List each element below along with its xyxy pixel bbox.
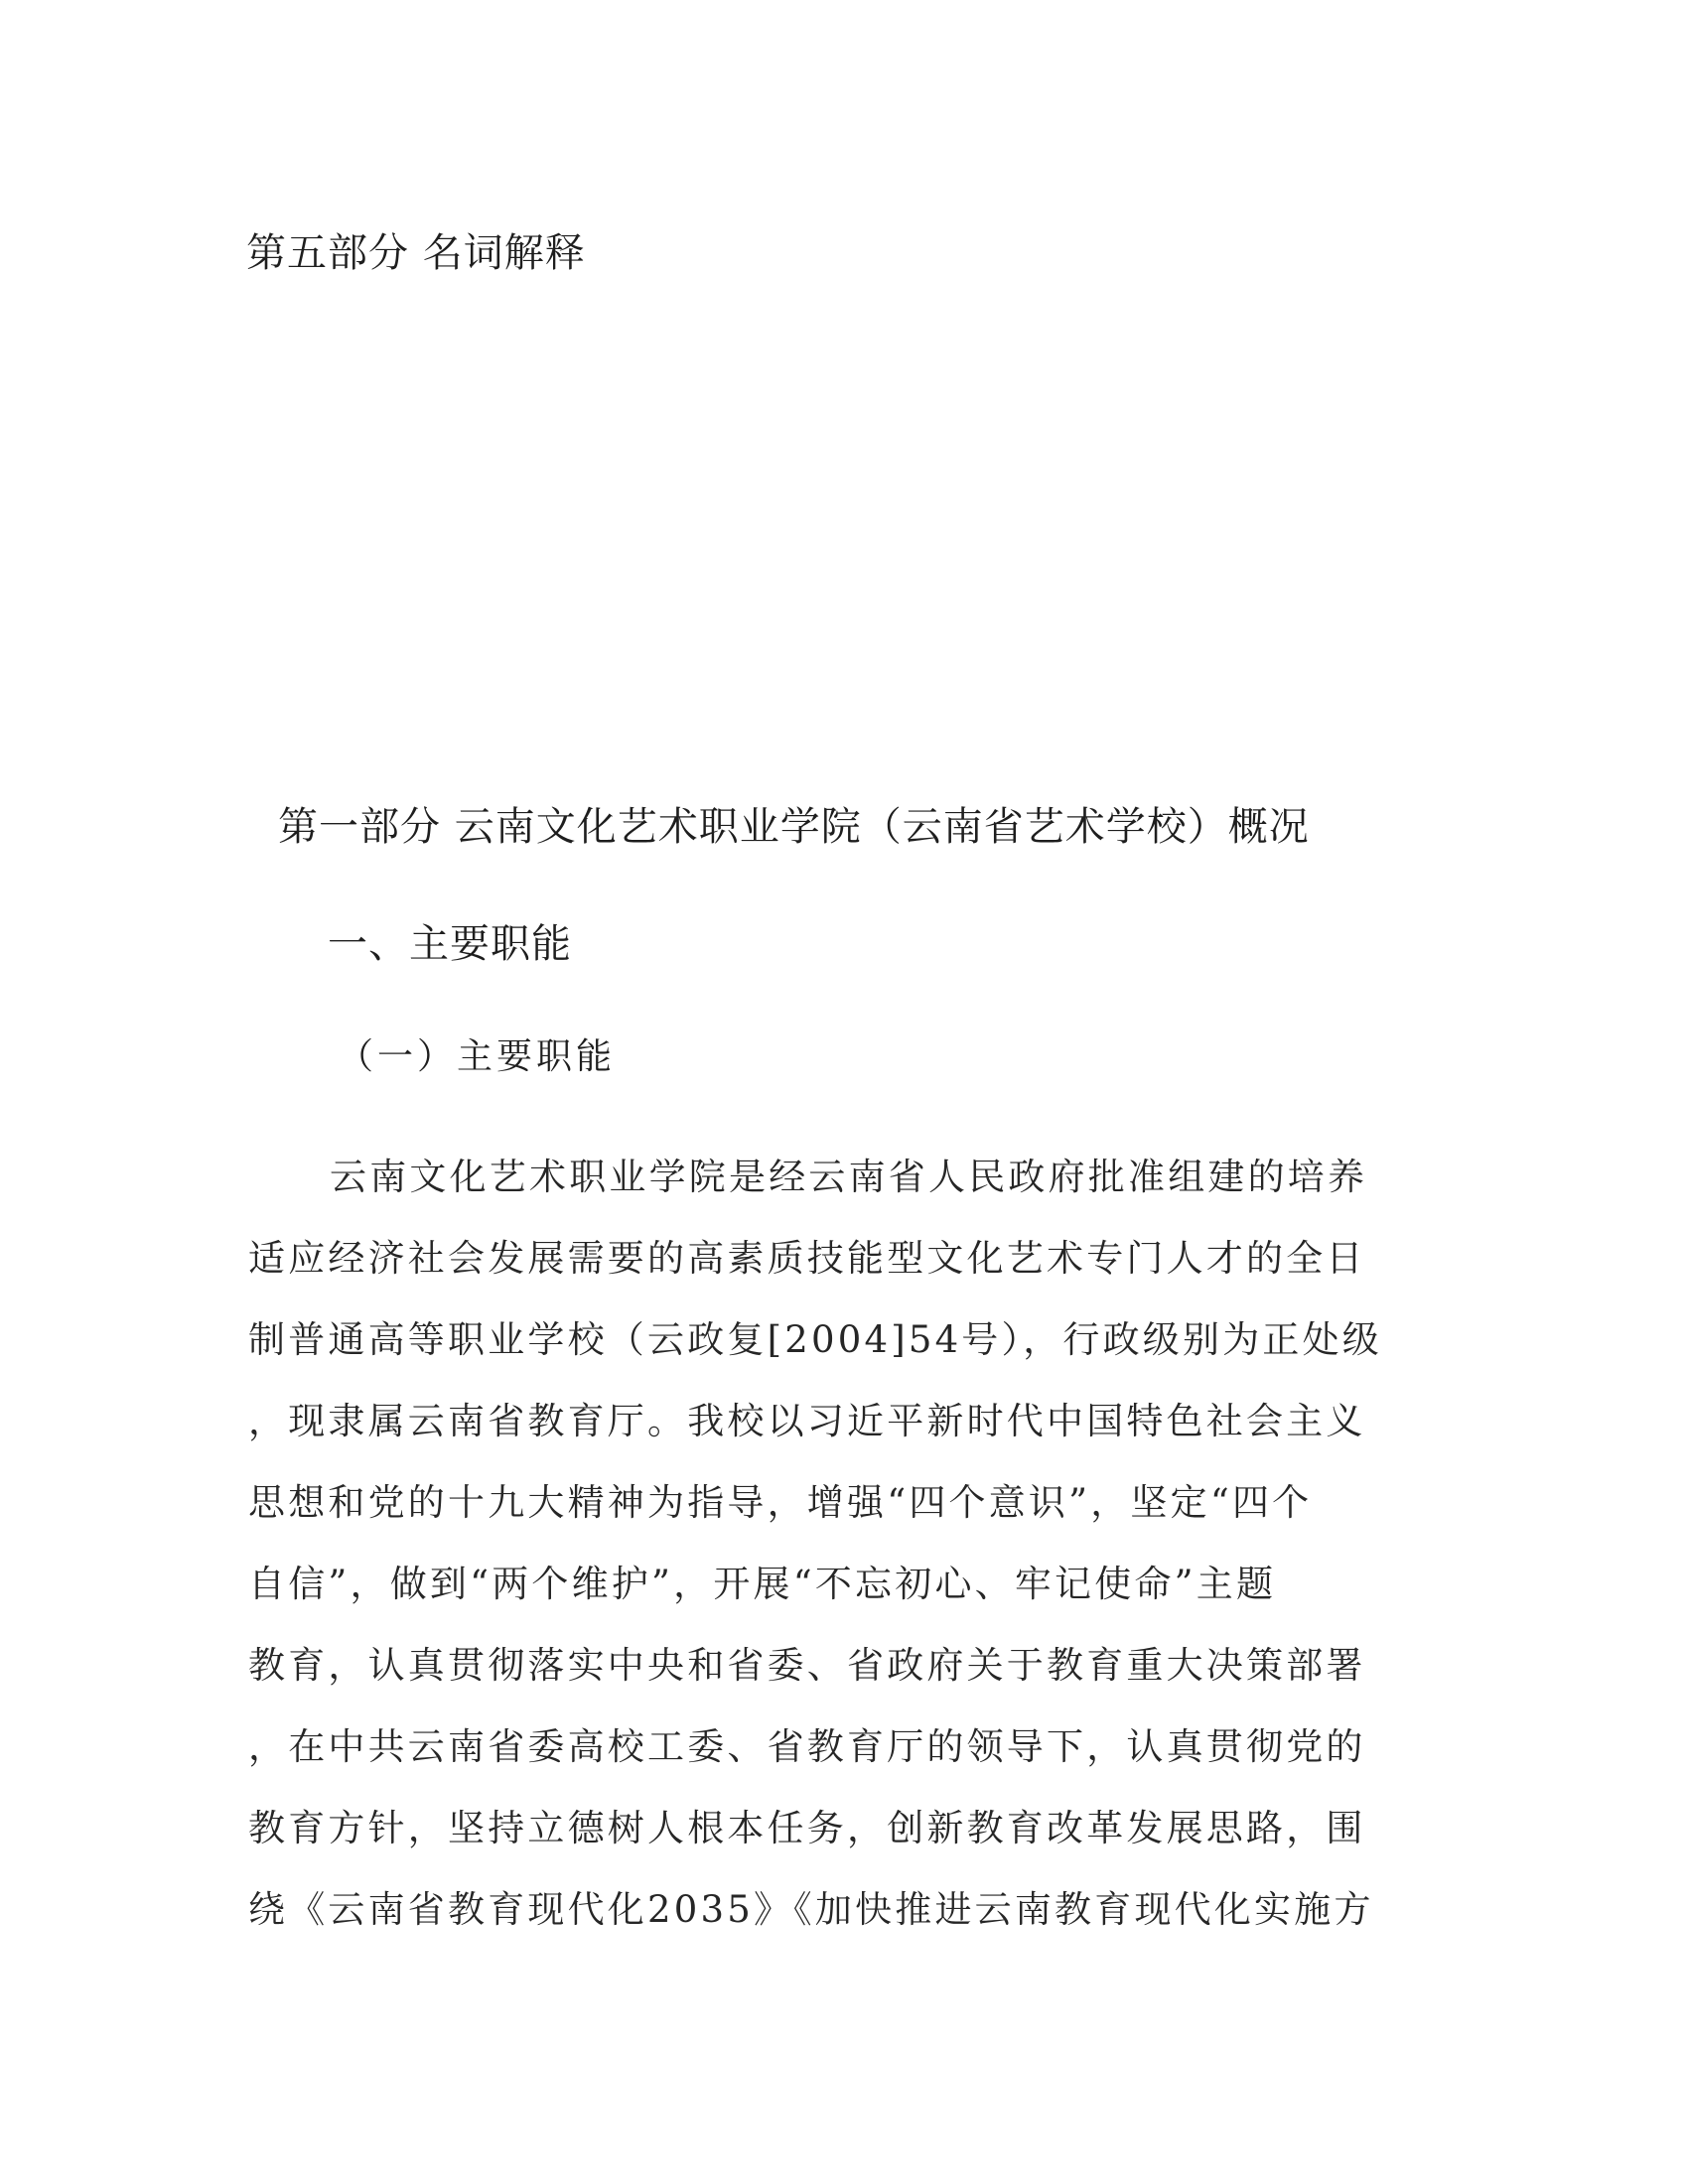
paragraph-line: 思想和党的十九大精神为指导，增强“四个意识”，坚定“四个 bbox=[248, 1481, 1313, 1524]
part1-heading: 第一部分 云南文化艺术职业学院（云南省艺术学校）概况 bbox=[278, 804, 1310, 850]
paragraph-line: 制普通高等职业学校（云政复[2004]54号），行政级别为正处级 bbox=[248, 1318, 1383, 1361]
body-paragraph bbox=[248, 1148, 1420, 1962]
paragraph-line: 云南文化艺术职业学院是经云南省人民政府批准组建的培养 bbox=[330, 1156, 1368, 1198]
paragraph-line: ，现隶属云南省教育厅。我校以习近平新时代中国特色社会主义 bbox=[248, 1400, 1366, 1442]
paragraph-line: 绕《云南省教育现代化2035》《加快推进云南教育现代化实施方 bbox=[248, 1888, 1374, 1931]
paragraph-line: 自信”，做到“两个维护”，开展“不忘初心、牢记使命”主题 bbox=[248, 1563, 1277, 1605]
paragraph-line: 教育方针，坚持立德树人根本任务，创新教育改革发展思路，围 bbox=[248, 1807, 1366, 1849]
paragraph-line: ，在中共云南省委高校工委、省教育厅的领导下，认真贯彻党的 bbox=[248, 1725, 1366, 1768]
part5-heading: 第五部分 名词解释 bbox=[246, 230, 586, 276]
paragraph-line: 教育，认真贯彻落实中央和省委、省政府关于教育重大决策部署 bbox=[248, 1644, 1366, 1687]
section-heading-main-functions: 一、主要职能 bbox=[328, 921, 572, 967]
paragraph-line: 适应经济社会发展需要的高素质技能型文化艺术专门人才的全日 bbox=[248, 1237, 1366, 1280]
subsection-heading-main-functions: （一）主要职能 bbox=[338, 1036, 617, 1077]
